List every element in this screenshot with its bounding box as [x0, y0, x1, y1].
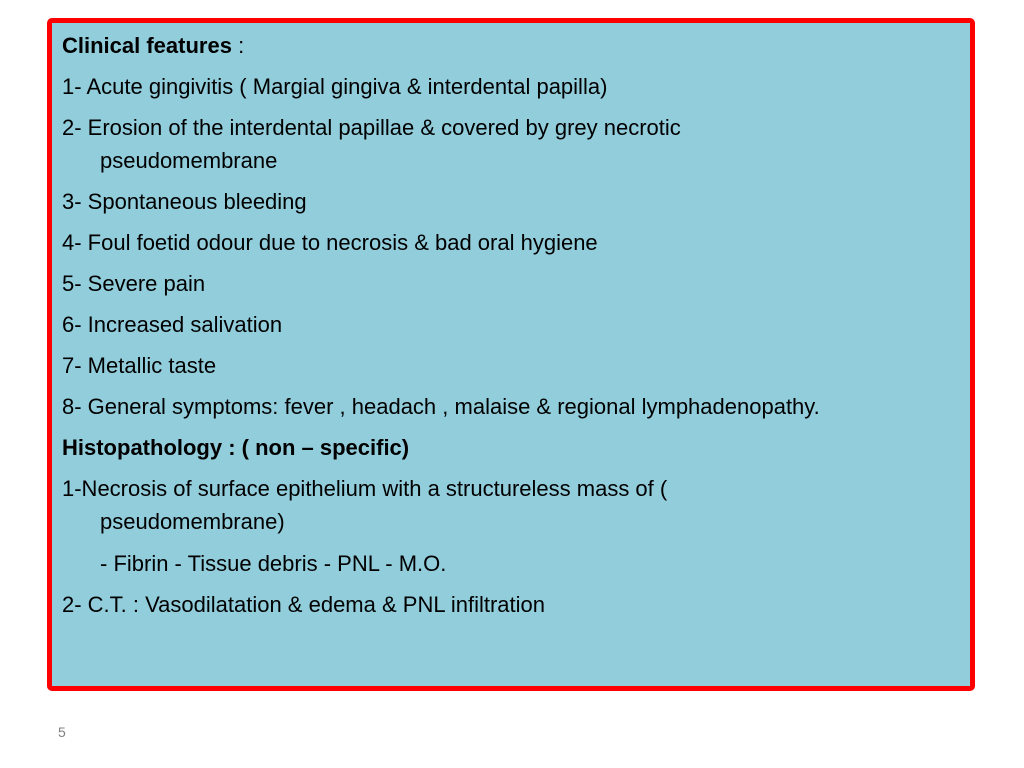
histo-item-1-components: - Fibrin - Tissue debris - PNL - M.O. — [100, 551, 447, 576]
clinical-item-1: 1- Acute gingivitis ( Margial gingiva & interdental papilla) — [62, 74, 608, 99]
clinical-features-heading: Clinical features — [62, 33, 232, 58]
page-number: 5 — [58, 724, 66, 740]
clinical-item-6: 6- Increased salivation — [62, 312, 283, 337]
clinical-item-3: 3- Spontaneous bleeding — [62, 189, 307, 214]
histo-item-1: 1-Necrosis of surface epithelium with a structureless mass of ( — [62, 476, 668, 501]
clinical-item-4: 4- Foul foetid odour due to necrosis & bad oral hygiene — [62, 230, 598, 255]
histo-item-1-continued: pseudomembrane) — [100, 509, 285, 534]
clinical-item-8: 8- General symptoms: fever , headach , malaise & regional lymphadenopathy. — [62, 394, 820, 419]
histo-item-2: 2- C.T. : Vasodilatation & edema & PNL infiltration — [62, 592, 546, 617]
clinical-features-heading-line — [62, 31, 244, 61]
clinical-item-2-continued: pseudomembrane — [100, 148, 278, 173]
histopathology-heading: Histopathology : ( non – specific) — [62, 435, 410, 460]
clinical-item-7: 7- Metallic taste — [62, 353, 217, 378]
clinical-features-colon: : — [231, 33, 245, 58]
clinical-item-5: 5- Severe pain — [62, 271, 206, 296]
clinical-item-2: 2- Erosion of the interdental papillae & covered by grey necrotic — [62, 115, 681, 140]
